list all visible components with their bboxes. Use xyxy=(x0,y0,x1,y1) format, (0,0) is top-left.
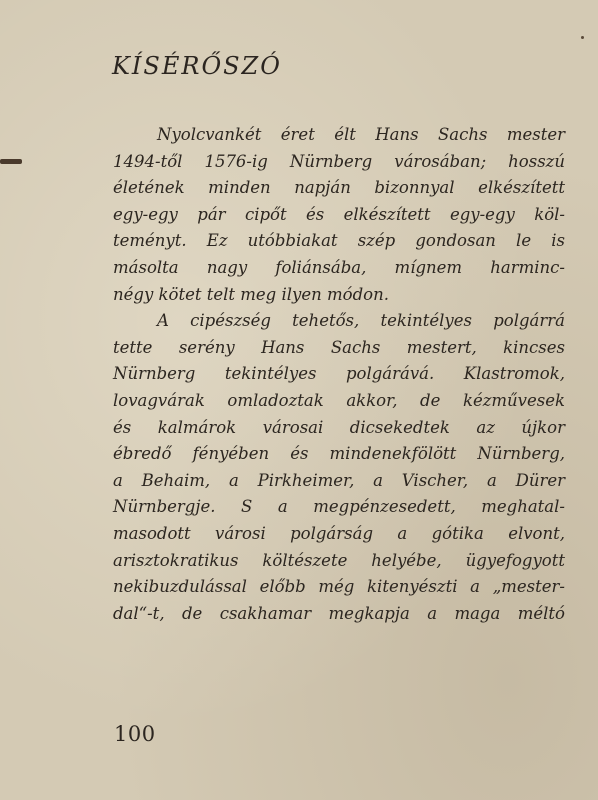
text-line: teményt. Ez utóbbiakat szép gondosan le is xyxy=(113,231,565,251)
text-line: másolta nagy foliánsába, mígnem harminc- xyxy=(113,257,565,277)
text-line: a Behaim, a Pirkheimer, a Vischer, a Dürer xyxy=(113,470,565,490)
text-line: Nyolcvankét éret élt Hans Sachs mester xyxy=(157,125,565,144)
text-line: ébredő fényében és mindenekfölött Nürnberg, xyxy=(113,444,565,464)
page-number: 100 xyxy=(114,722,156,746)
text-line: nekibuzdulással előbb még kitenyészti a „mester- xyxy=(113,577,565,597)
text-line: egy-egy pár cipőt és elkészített egy-egy köl- xyxy=(113,204,565,224)
corner-ink-dot xyxy=(581,36,584,39)
margin-ink-mark xyxy=(0,159,22,164)
text-line: Nürnbergje. S a megpénzesedett, meghatal- xyxy=(113,497,565,517)
text-line: négy kötet telt meg ilyen módon. xyxy=(113,284,389,304)
text-line: lovagvárak omladoztak akkor, de kézművesek xyxy=(113,390,565,410)
text-line: masodott városi polgárság a gótika elvont, xyxy=(113,523,565,543)
body-text xyxy=(113,122,565,627)
chapter-heading: KÍSÉRŐSZÓ xyxy=(112,52,282,80)
text-line: arisztokratikus költészete helyébe, ügyefogyott xyxy=(113,550,565,570)
text-line: és kalmárok városai dicsekedtek az újkor xyxy=(113,417,565,437)
text-line: életének minden napján bizonnyal elkészített xyxy=(113,178,565,198)
text-line: 1494-től 1576-ig Nürnberg városában; hosszú xyxy=(113,151,565,171)
text-line: tette serény Hans Sachs mestert, kincses xyxy=(113,337,565,357)
text-line: Nürnberg tekintélyes polgárává. Klastromok, xyxy=(113,364,565,384)
text-line: dal“-t, de csakhamar megkapja a maga méltó xyxy=(113,603,565,623)
text-line: A cipészség tehetős, tekintélyes polgárrá xyxy=(157,311,565,331)
